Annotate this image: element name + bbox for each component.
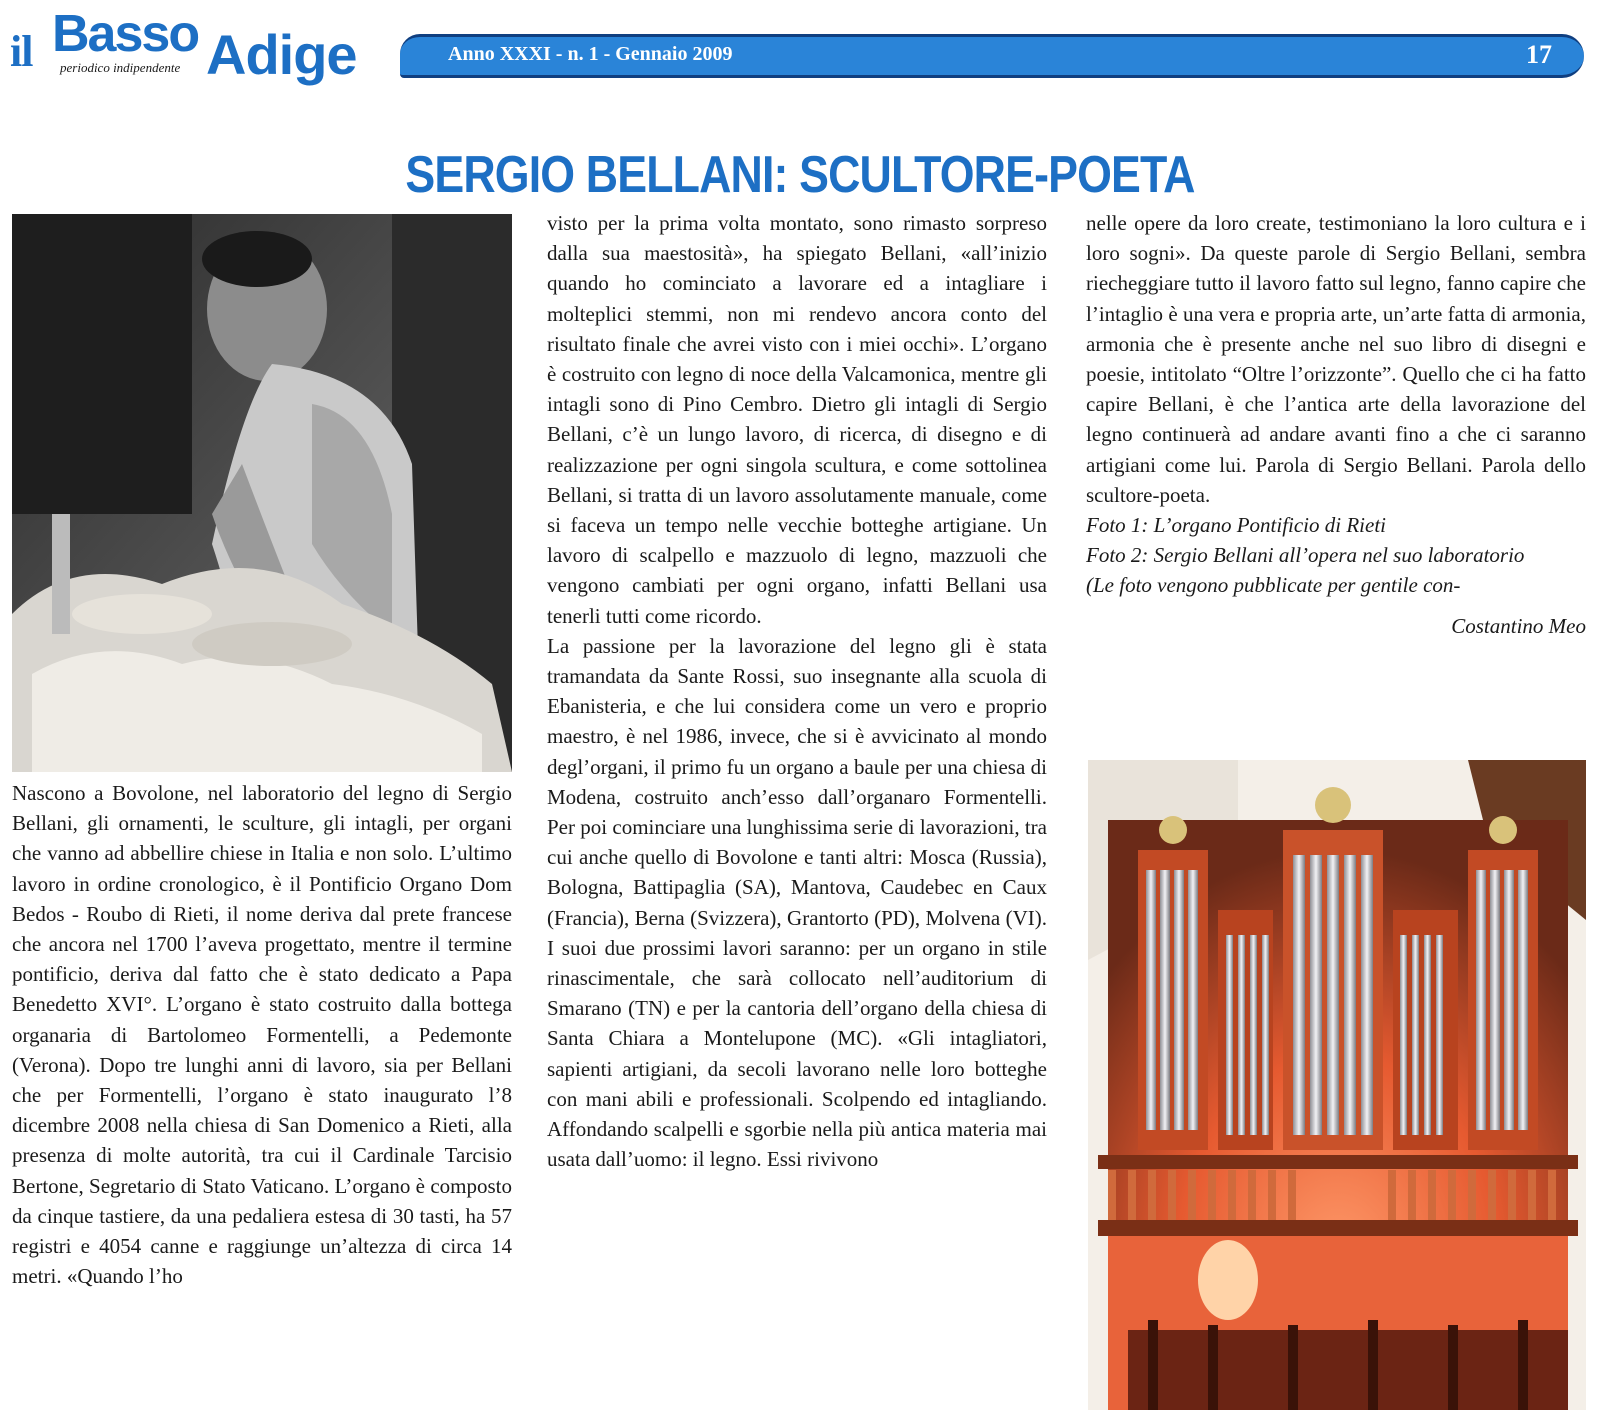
photo-caption-2: Foto 2: Sergio Bellani all’opera nel suo laboratorio (1086, 543, 1525, 568)
paragraph: La passione per la lavorazione del legno gli è stata tramandata da Sante Rossi, suo insegnante alla scuola di Ebanisteria, e che lui considera come un vero e proprio maestro, è nel 1986, invece, che si è avvicinato al mondo degl’organi, il primo fu un organo a baule per una chiesa di Modena, costruito anch’esso dall’organaro Formentelli. Per poi cominciare una lunghissima serie di lavorazioni, tra cui anche quello di Bovolone e tanti altri: Mosca (Russia), Bologna, Battipaglia (SA), Mantova, Caudebec en Caux (Francia), Berna (Svizzera), Grantorto (PD), Molvena (VI). I suoi due prossimi lavori saranno: per un organo in stile rinascimentale, che sarà collocato nell’auditorium di Smarano (TN) e per la cantoria dell’organo della chiesa di Santa Chiara a Montelupone (MC). «Gli intagliatori, sapienti artigiani, da secoli lavorano nelle loro botteghe con mani abili e professionali. Scolpendo ed intagliando. Affondando scalpelli e sgorbie nella più antica materia mai usata dall’uomo: il legno. Essi rivivono (547, 633, 1047, 1172)
logo-adige: Adige (206, 23, 357, 86)
masthead (0, 0, 1600, 90)
issue-banner (400, 34, 1584, 78)
author-byline: Costantino Meo (1451, 613, 1586, 638)
page-number: 17 (1526, 40, 1552, 69)
paragraph: nelle opere da loro create, testimoniano la loro cultura e i loro sogni». Da queste parole di Sergio Bellani, sembra riecheggiare tutto il lavoro fatto sul legno, fanno capire che l’intaglio è una vera e propria arte, un’arte fatta di armonia, armonia che è presente anche nel suo libro di disegni e poesie, intitolato “Oltre l’orizzonte”. Quello che ci ha fatto capire Bellani, è che l’antica arte della lavorazione del legno continuerà ad andare avanti fino a che ci saranno artigiani come lui. Parola di Sergio Bellani. Parola dello scultore-poeta. (1086, 211, 1586, 507)
article-headline: SERGIO BELLANI: SCULTORE-POETA (405, 146, 1195, 204)
photo-caption-1: Foto 1: L’organo Pontificio di Rieti (1086, 513, 1386, 538)
organ-photo-image (1088, 760, 1586, 1410)
issue-info: Anno XXXI - n. 1 - Gennaio 2009 (448, 43, 733, 65)
photo-credit: (Le foto vengono pubblicate per gentile con- (1086, 573, 1461, 598)
paragraph: visto per la prima volta montato, sono rimasto sorpreso dalla sua maestosità», ha spiegato Bellani, «all’inizio quando ho cominciato a lavorare ed a intagliare i molteplici stemmi, non mi rendevo ancora conto del risultato finale che avrei visto con i miei occhi». L’organo è costruito con legno di noce della Valcamonica, mentre gli intagli sono di Pino Cembro. Dietro gli intagli di Sergio Bellani, c’è un lungo lavoro, di ricerca, di disegno e di realizzazione per ogni singola scultura, e come sottolinea Bellani, si tratta di un lavoro assolutamente manuale, come si faceva un tempo nelle vecchie botteghe artigiane. Un lavoro di scalpello e mazzuolo di legno, mazzuoli che vengono cambiati per ogni organo, infatti Bellani usa tenerli tutti come ricordo. (547, 211, 1047, 628)
article-column-1 (12, 778, 512, 1291)
logo-basso: Basso (52, 5, 199, 63)
sculptor-photo-image (12, 214, 512, 772)
logo-il: il (10, 27, 33, 76)
paragraph: Nascono a Bovolone, nel laboratorio del legno di Sergio Bellani, gli ornamenti, le sculture, gli intagli, per organi che vanno ad abbellire chiese in Italia e non solo. L’ultimo lavoro in ordine cronologico, è il Pontificio Organo Dom Bedos - Roubo di Rieti, il nome deriva dal prete francese che ancora nel 1700 l’aveva progettato, mentre il termine pontificio, deriva dal fatto che è stato dedicato a Papa Benedetto XVI°. L’organo è stato costruito dalla bottega organaria di Bartolomeo Formentelli, a Pedemonte (Verona). Dopo tre lunghi anni di lavoro, sia per Bellani che per Formentelli, l’organo è stato inaugurato l’8 dicembre 2008 nella chiesa di San Domenico a Rieti, alla presenza di molte autorità, tra cui il Cardinale Tarcisio Bertone, Segretario di Stato Vaticano. L’organo è composto da cinque tastiere, da una pedaliera estesa di 30 tasti, ha 57 registri e 4054 canne e raggiunge un’altezza di circa 14 metri. «Quando l’ho (12, 781, 512, 1289)
organ-photo (1088, 760, 1586, 1410)
logo-subtitle: periodico indipendente (60, 60, 181, 75)
article-column-3 (1086, 208, 1586, 641)
sculptor-photo (12, 214, 512, 772)
article-column-2 (547, 208, 1047, 1175)
